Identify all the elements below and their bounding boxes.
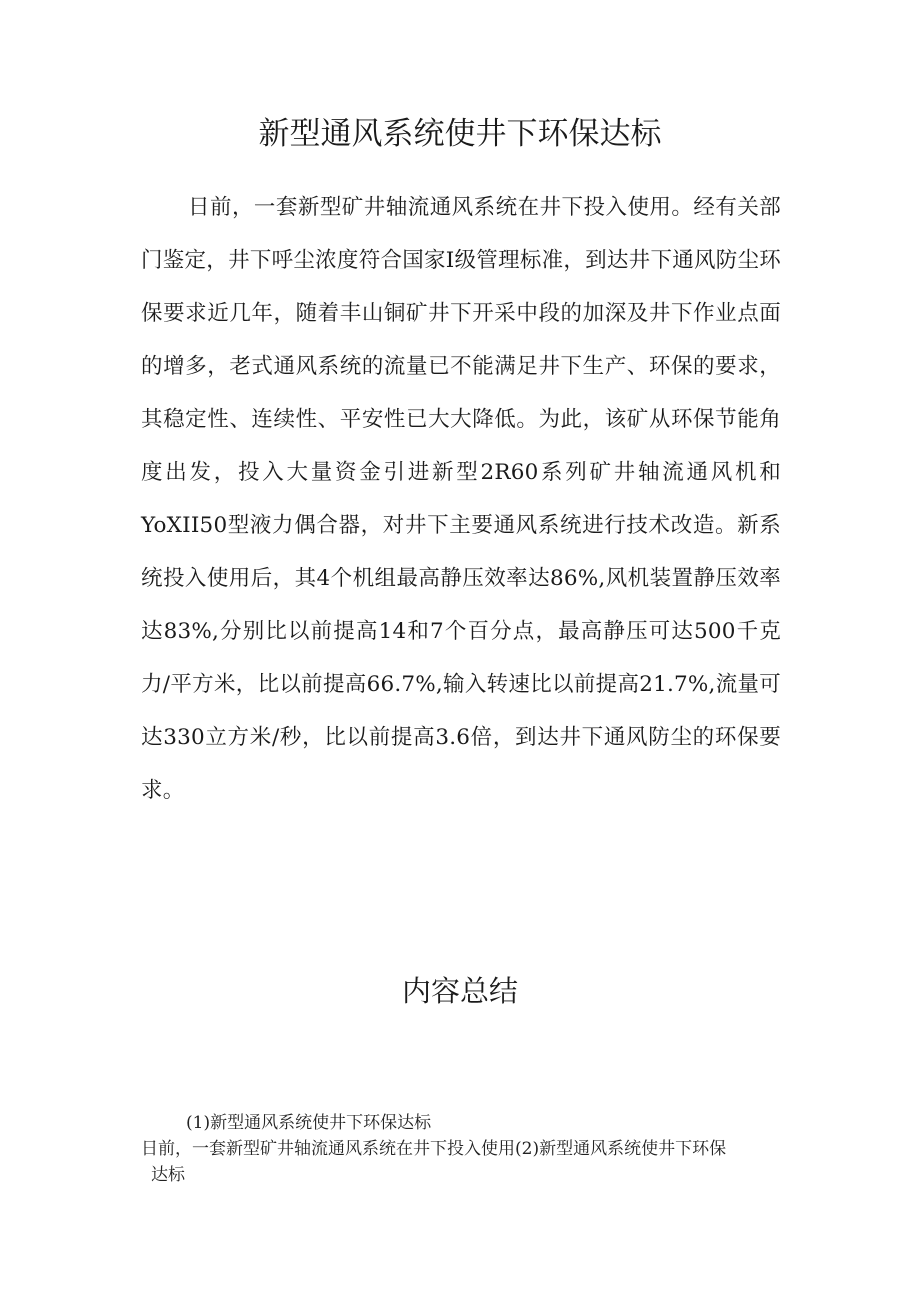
summary-heading: 内容总结 <box>401 974 518 1008</box>
summary-block <box>141 1110 781 1188</box>
summary-line-3: 达标 <box>151 1165 185 1185</box>
summary-line-1: (1)新型通风系统使井下环保达标 <box>186 1113 432 1133</box>
summary-line-2: 日前，一套新型矿井轴流通风系统在井下投入使用(2)新型通风系统使井下环保 <box>141 1139 727 1159</box>
body-paragraph: 日前，一套新型矿井轴流通风系统在井下投入使用。经有关部门鉴定，井下呼尘浓度符合国家I级管理标准，到达井下通风防尘环保要求近几年，随着丰山铜矿井下开采中段的加深及井下作业点面的增多，老式通风系统的流量已不能满足井下生产、环保的要求，其稳定性、连续性、平安性已大大降低。为此，该矿从环保节能角度出发，投入大量资金引进新型2R60系列矿井轴流通风机和YoXII50型液力偶合器，对井下主要通风系统进行技术改造。新系统投入使用后，其4个机组最高静压效率达86%,风机装置静压效率达83%,分别比以前提高14和7个百分点，最高静压可达500千克力/平方米，比以前提高66.7%,输入转速比以前提高21.7%,流量可达330立方米/秒，比以前提高3.6倍，到达井下通风防尘的环保要求。 <box>141 195 781 803</box>
document-title: 新型通风系统使井下环保达标 <box>258 116 662 152</box>
